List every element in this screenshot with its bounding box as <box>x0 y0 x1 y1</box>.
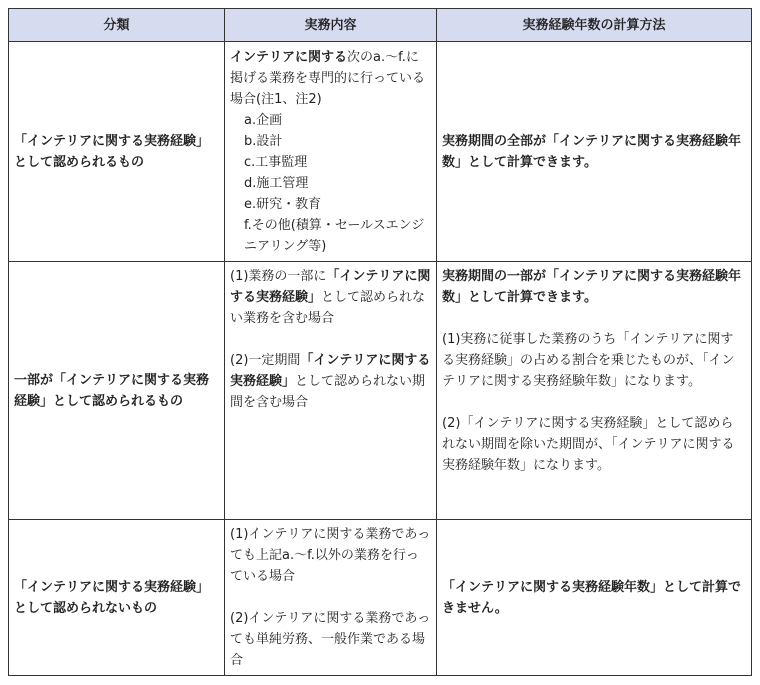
method-bold: 実務期間の一部が「インテリアに関する実務経験年数」として計算できます。 <box>442 269 742 305</box>
table-row <box>9 520 752 676</box>
list-item: f.その他(積算・セールスエンジニアリング等) <box>244 217 425 254</box>
content-paragraph: (2)インテリアに関する業務であっても単純労務、一般作業である場合 <box>230 611 431 668</box>
method-cell: 「インテリアに関する実務経験年数」として計算できません。 <box>437 520 752 676</box>
content-cell <box>225 42 437 262</box>
table-row <box>9 262 752 520</box>
experience-table <box>8 8 752 676</box>
content-intro: 次のa.～f.に掲げる業務を専門的に行っている場合(注1、注2) <box>230 49 426 107</box>
text-span: として認められない業務を含む場合 <box>230 290 426 326</box>
list-item: c.工事監理 <box>244 154 308 170</box>
list-item: e.研究・教育 <box>244 196 322 212</box>
text-bold: 「インテリアに関する実務経験」 <box>230 353 431 389</box>
text-bold: 「インテリアに関する実務経験」 <box>230 269 431 305</box>
content-paragraph: (1)インテリアに関する業務であっても上記a.～f.以外の業務を行っている場合 <box>230 527 431 584</box>
header-content: 実務内容 <box>225 9 437 42</box>
text-span: (2)一定期間 <box>230 353 301 368</box>
content-bold: インテリアに関する <box>230 49 348 65</box>
method-cell <box>437 262 752 520</box>
method-cell: 実務期間の全部が「インテリアに関する実務経験年数」として計算できます。 <box>437 42 752 262</box>
category-cell: 「インテリアに関する実務経験」として認められるもの <box>9 42 225 262</box>
content-cell <box>225 520 437 676</box>
table-row <box>9 42 752 262</box>
header-category: 分類 <box>9 9 225 42</box>
list-item: d.施工管理 <box>244 175 309 191</box>
content-paragraph <box>230 266 431 329</box>
header-method: 実務経験年数の計算方法 <box>437 9 752 42</box>
category-cell: 一部が「インテリアに関する実務経験」として認められるもの <box>9 262 225 520</box>
text-span: (1)業務の一部に <box>230 269 327 284</box>
list-item: b.設計 <box>244 133 283 149</box>
method-paragraph: (2)「インテリアに関する実務経験」として認められない期間を除いた期間が、「インテリアに関する実務経験年数」になります。 <box>442 416 735 473</box>
header-row <box>9 9 752 42</box>
text-span: として認められない期間を含む場合 <box>230 374 426 410</box>
content-paragraph <box>230 350 431 413</box>
content-cell <box>225 262 437 520</box>
method-paragraph: (1)実務に従事した業務のうち「インテリアに関する実務経験」の占める割合を乗じたものが、「インテリアに関する実務経験年数」になります。 <box>442 332 735 389</box>
list-item: a.企画 <box>244 112 283 128</box>
category-cell: 「インテリアに関する実務経験」として認められないもの <box>9 520 225 676</box>
